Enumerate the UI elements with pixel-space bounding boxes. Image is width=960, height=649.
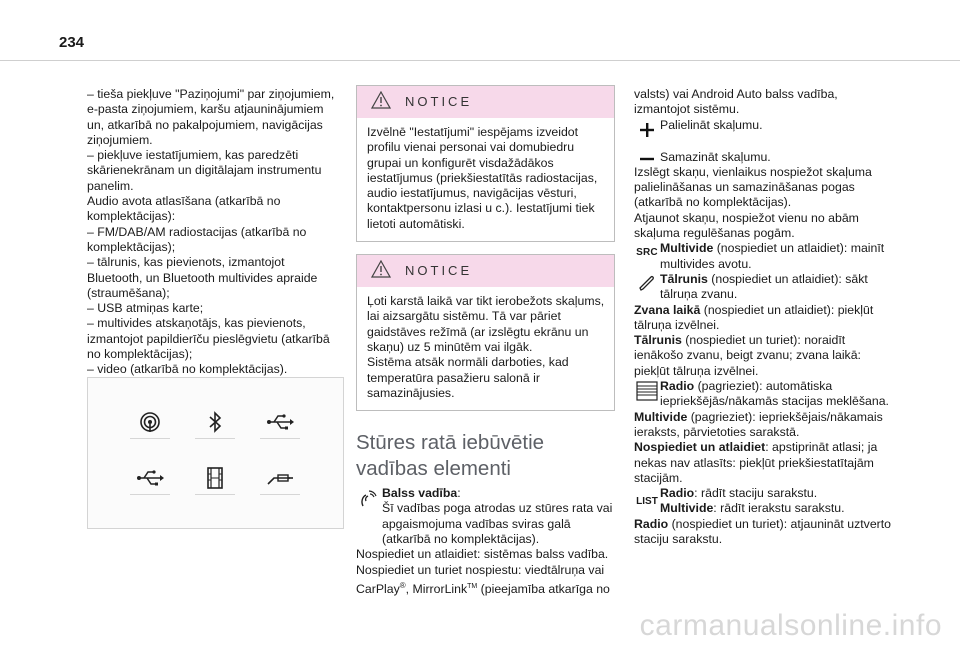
list-icon: LIST bbox=[636, 496, 658, 508]
bold-term: Radio bbox=[660, 379, 695, 394]
paragraph bbox=[660, 486, 896, 501]
paragraph: – video (atkarībā no komplektācijas). bbox=[87, 362, 288, 377]
voice-command-icon bbox=[356, 486, 382, 508]
radio-scroll-icon bbox=[634, 379, 660, 401]
volume-up-text: Palielināt skaļumu. bbox=[660, 117, 763, 132]
bold-term: Tālrunis bbox=[634, 333, 682, 348]
list-item bbox=[634, 486, 896, 517]
paragraph: – multivides atskaņotājs, kas pievienots, izmantojot papildierīču pieslēgvietu (atkarībā no komplektācijas); bbox=[87, 316, 330, 362]
description: (nospiediet un atlaidiet): piekļūt tālruņa izvēlnei. bbox=[634, 302, 874, 332]
volume-down-text: Samazināt skaļumu. bbox=[660, 149, 771, 164]
column-3 bbox=[634, 87, 896, 547]
notice-title: NOTICE bbox=[405, 263, 473, 279]
notice-box bbox=[356, 254, 615, 411]
aux-icon bbox=[260, 462, 300, 495]
description: (nospiediet un atlaidiet): sākt tālruņa zvanu. bbox=[660, 271, 868, 302]
voice-line-part: , MirrorLink bbox=[405, 582, 468, 597]
description: (nospiediet un turiet): atjaunināt uztverto staciju sarakstu. bbox=[634, 516, 892, 547]
usb-icon bbox=[130, 462, 170, 495]
paragraph: Audio avota atlasīšana (atkarībā no komplektācijas): bbox=[87, 194, 281, 224]
column-1 bbox=[87, 87, 337, 378]
voice-line-part: (pieejamība atkarīga no bbox=[477, 582, 610, 597]
voice-line-part: Nospiediet un turiet nospiestu: viedtālruņa vai CarPlay bbox=[356, 562, 605, 597]
minus-icon bbox=[634, 150, 660, 161]
warning-triangle-icon bbox=[371, 91, 391, 113]
voice-line: Šī vadības poga atrodas uz stūres rata vai apgaismojuma vadības sviras galā (atkarībā no komplektācijas). bbox=[382, 501, 613, 547]
warning-triangle-icon bbox=[371, 260, 391, 282]
description: : apstiprināt atlasi; ja nekas nav atlasīts: piekļūt priekšiestatītajām stacijām. bbox=[634, 440, 878, 485]
bold-term: Radio bbox=[660, 486, 695, 501]
column-2 bbox=[356, 85, 615, 597]
paragraph: – tālrunis, kas pievienots, izmantojot Bluetooth, un Bluetooth multivides apraide (straumēšana); bbox=[87, 255, 318, 300]
phone-icon bbox=[634, 272, 660, 292]
wifi-icon bbox=[130, 406, 170, 439]
bluetooth-icon bbox=[195, 406, 235, 439]
voice-continued bbox=[356, 547, 615, 597]
description: (pagrieziet): iepriekšējais/nākamais ieraksts, pārvietoties sarakstā. bbox=[634, 409, 883, 439]
description: (nospiediet un turiet): noraidīt ienākošo zvanu, beigt zvanu; zvana laikā: piekļūt tālruņa izvēlnei. bbox=[634, 333, 861, 378]
notice-line: Sistēma atsāk normāli darboties, kad temperatūra pasažieru salonā ir samazinājusies. bbox=[367, 355, 569, 400]
paragraph bbox=[660, 501, 896, 516]
colon: : bbox=[457, 486, 461, 501]
bold-term: Radio bbox=[634, 516, 669, 531]
voice-heading: Balss vadība bbox=[382, 486, 458, 501]
paragraph: Atjaunot skaņu, nospiežot vienu no abām skaļuma regulēšanas pogām. bbox=[634, 210, 859, 241]
video-icon bbox=[195, 462, 235, 495]
bold-term: Tālrunis bbox=[660, 271, 708, 286]
paragraph bbox=[634, 517, 896, 548]
section-title: Stūres ratā iebūvētie vadības elementi bbox=[356, 431, 545, 481]
paragraph: Izslēgt skaņu, vienlaikus nospiežot skaļuma palielināšanas un samazināšanas pogas (atkarībā no komplektācijas). bbox=[634, 164, 872, 210]
description: : rādīt staciju sarakstu. bbox=[694, 486, 818, 501]
notice-text bbox=[357, 287, 614, 410]
bold-term: Multivide bbox=[634, 409, 688, 424]
voice-line: Nospiediet un atlaidiet: sistēmas balss vadība. bbox=[356, 547, 609, 562]
volume-up-item bbox=[634, 118, 896, 137]
usb-icon bbox=[260, 406, 300, 439]
notice-header bbox=[357, 86, 614, 118]
description: (nospiediet un atlaidiet): mainīt multivides avotu. bbox=[660, 241, 885, 271]
notice-title: NOTICE bbox=[405, 94, 473, 110]
volume-down-item bbox=[634, 150, 896, 165]
notice-header bbox=[357, 255, 614, 287]
plus-icon bbox=[634, 118, 660, 137]
paragraph bbox=[634, 303, 896, 334]
header-rule bbox=[0, 60, 960, 61]
paragraph bbox=[634, 440, 896, 486]
paragraph: – tieša piekļuve "Paziņojumi" par ziņojumiem, e-pasta ziņojumiem, karšu atjauninājumiem un, atkarībā no pakalpojumiem, navigācijas ziņojumiem. bbox=[87, 87, 335, 147]
registered-mark: ® bbox=[399, 580, 406, 590]
phone-item bbox=[634, 272, 896, 303]
bold-term: Nospiediet un atlaidiet bbox=[634, 440, 766, 455]
voice-control-item bbox=[356, 486, 615, 547]
notice-box bbox=[356, 85, 615, 242]
notice-text: Izvēlnē "Iestatījumi" iespējams izveidot profilu vienai personai vai domubiedru grupai un konfigurēt visdažādākos iestatījumus (priekšiestatītās radiostacijas, audio iestatījumus, navigācijas vēsturi, kontaktpersonu izlasi u c.). Iestatījumi tiek lietoti automātiski. bbox=[367, 125, 598, 231]
trademark-mark: TM bbox=[467, 582, 478, 590]
paragraph: – USB atmiņas karte; bbox=[87, 301, 204, 316]
src-icon: SRC bbox=[636, 247, 658, 259]
paragraph: – piekļuve iestatījumiem, kas paredzēti skārienekrānam un digitālajam instrumentu panelim. bbox=[87, 148, 322, 193]
watermark: carmanualsonline.info bbox=[639, 609, 942, 642]
source-item bbox=[634, 241, 896, 272]
audio-source-icons-panel bbox=[87, 377, 344, 529]
description: (pagrieziet): automātiska iepriekšējās/nākamās stacijas meklēšana. bbox=[660, 379, 889, 409]
notice-line: Ļoti karstā laikā var tikt ierobežots skaļums, lai aizsargātu sistēmu. Tā var pāriet gaidstāves režīmā (ar izslēgtu ekrānu un skaņu) uz 5 minūtēm vai ilgāk. bbox=[367, 294, 605, 354]
page-number: 234 bbox=[59, 34, 85, 51]
paragraph bbox=[634, 410, 896, 441]
bold-term: Zvana laikā bbox=[634, 302, 701, 317]
bold-term: Multivide bbox=[660, 241, 714, 256]
paragraph: – FM/DAB/AM radiostacijas (atkarībā no komplektācijas); bbox=[87, 224, 307, 254]
paragraph: valsts) vai Android Auto balss vadība, izmantojot sistēmu. bbox=[634, 87, 838, 117]
bold-term: Multivide bbox=[660, 501, 714, 516]
voice-line bbox=[356, 563, 615, 598]
paragraph bbox=[634, 333, 896, 379]
radio-item bbox=[634, 379, 896, 410]
description: : rādīt ierakstu sarakstu. bbox=[713, 501, 845, 516]
